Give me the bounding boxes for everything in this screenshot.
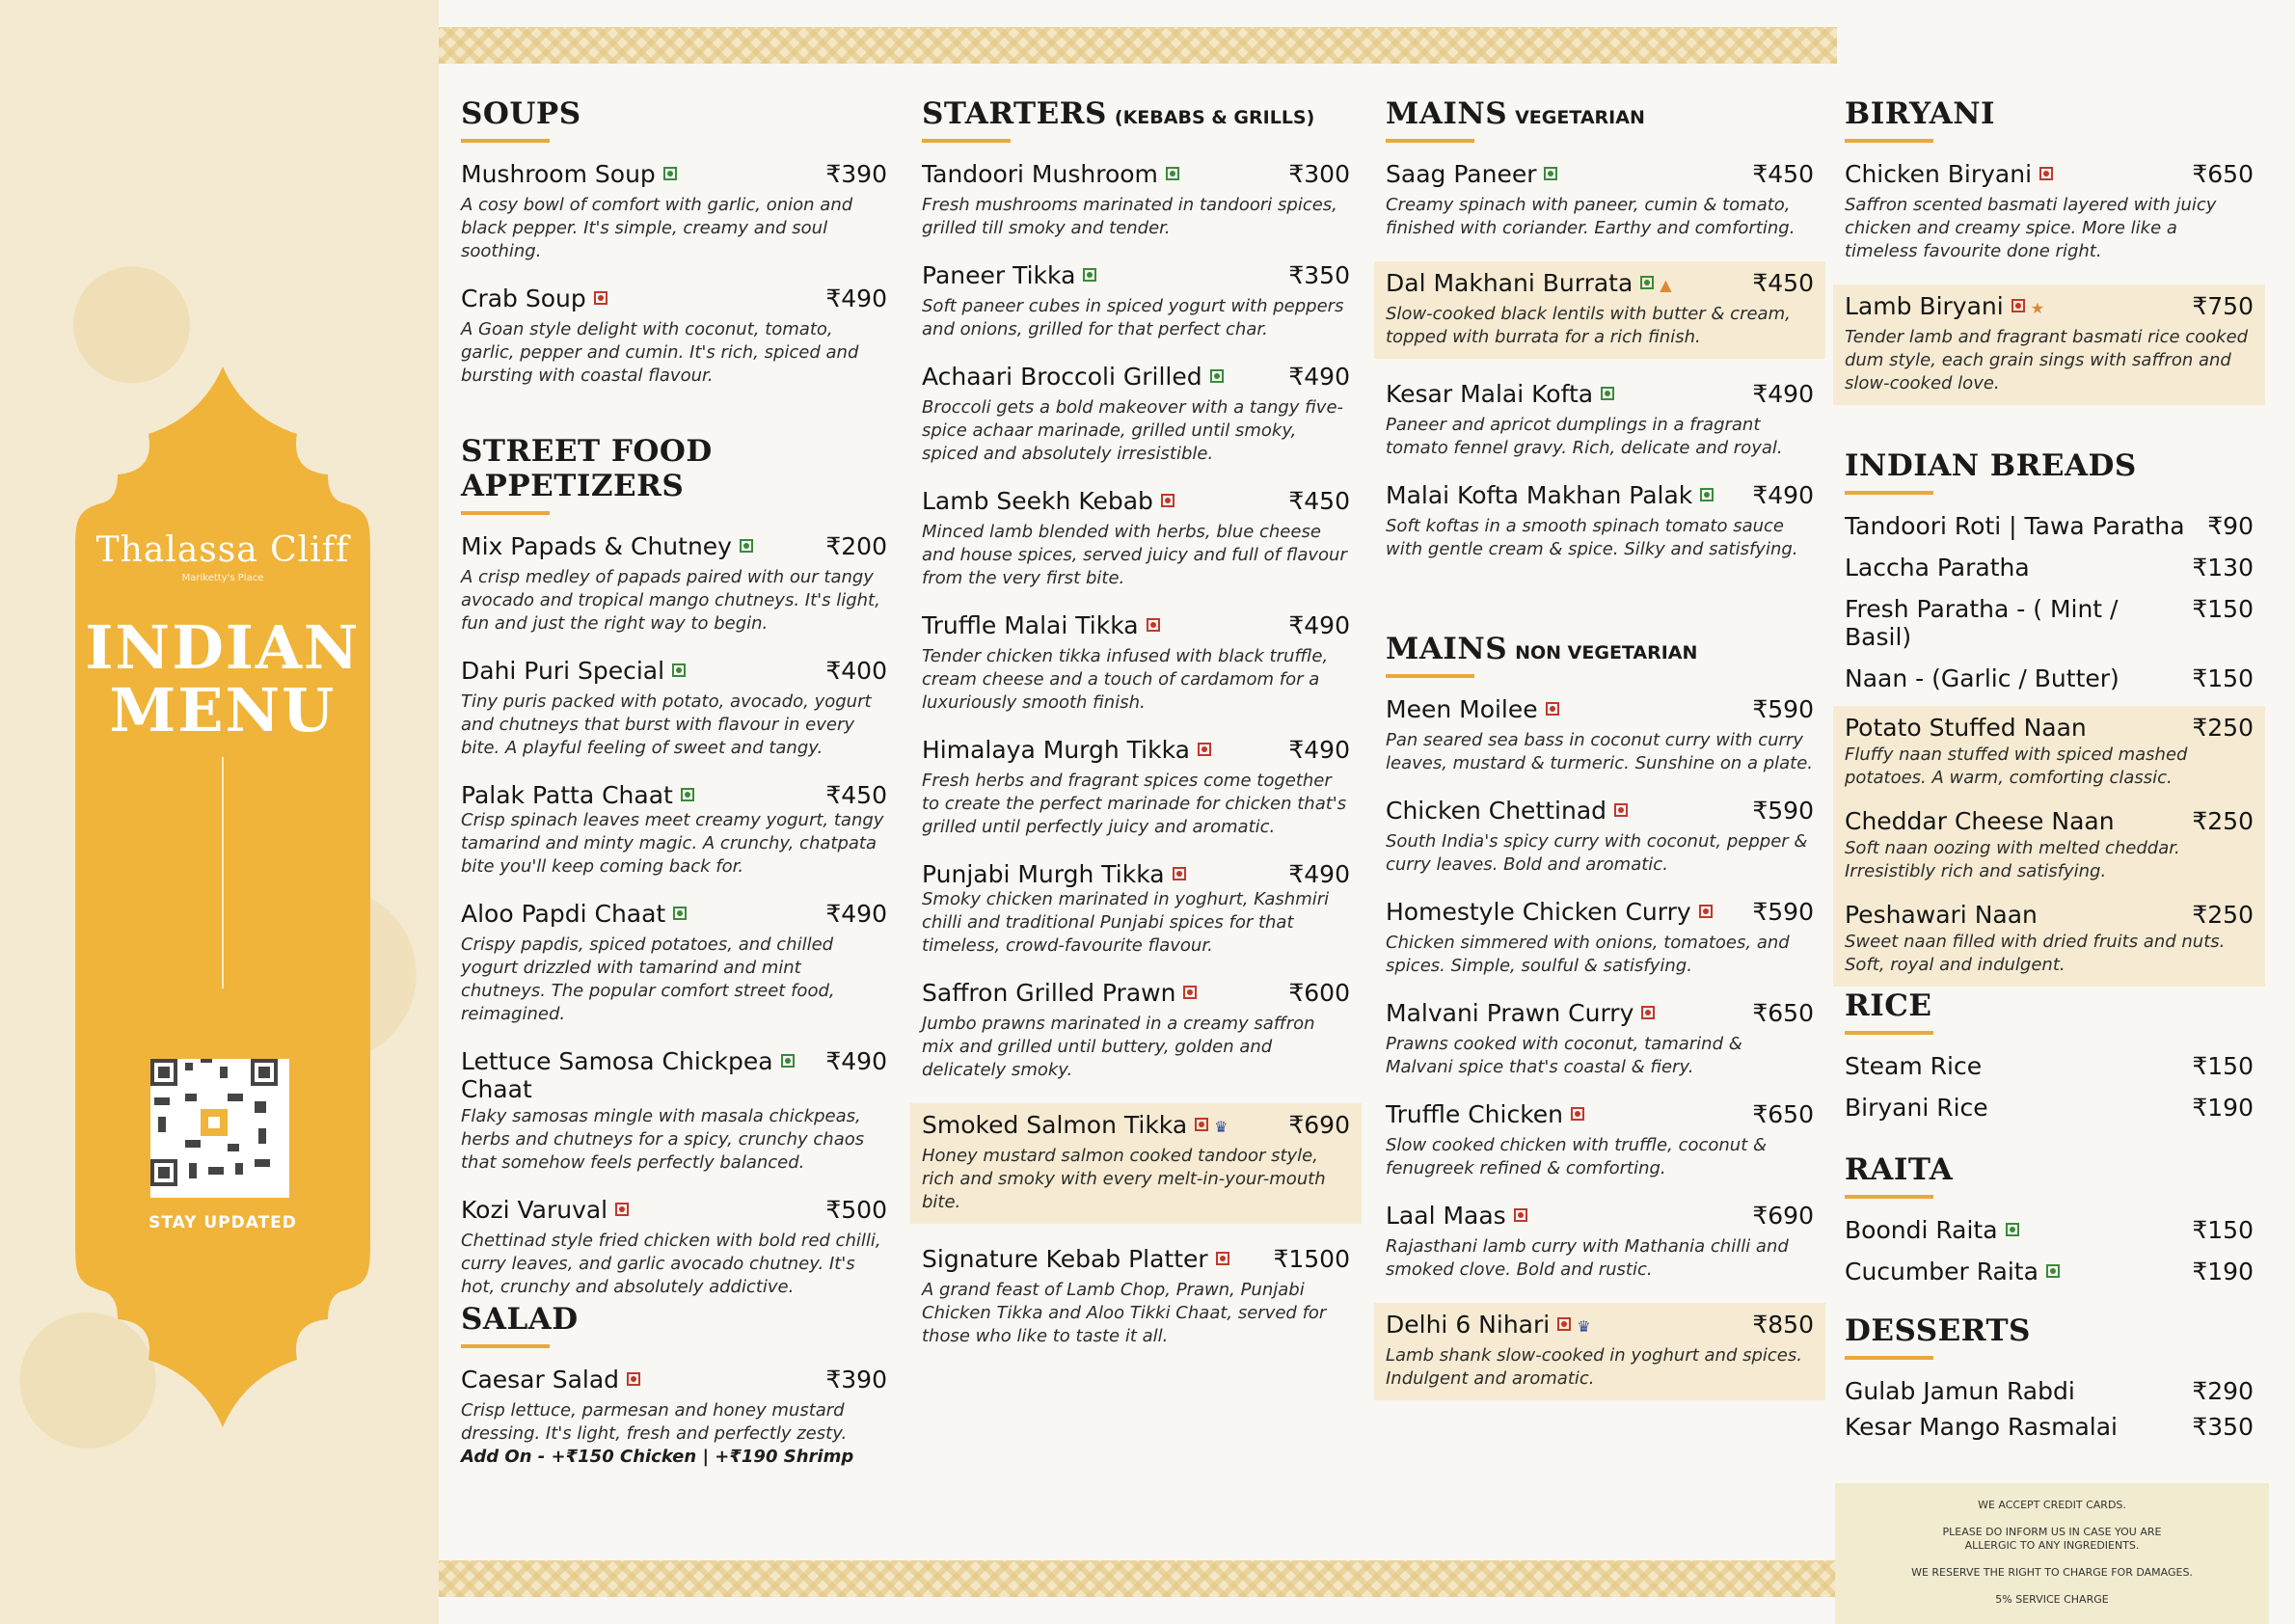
menu-item	[461, 1196, 887, 1299]
item-price: ₹590	[1752, 797, 1814, 825]
item-price: ₹490	[1288, 611, 1350, 639]
section-subtitle: VEGETARIAN	[1515, 107, 1645, 128]
section-title: SALAD	[461, 1302, 579, 1337]
item-name: Punjabi Murgh Tikka	[922, 860, 1165, 888]
menu-item	[1386, 695, 1814, 775]
menu-item	[1386, 380, 1814, 460]
item-price: ₹590	[1752, 898, 1814, 926]
item-description: South India's spicy curry with coconut, pepper & curry leaves. Bold and aromatic.	[1386, 831, 1808, 875]
item-name: Smoked Salmon Tikka	[922, 1111, 1188, 1139]
nonveg-mark-icon	[1614, 803, 1628, 817]
item-description: Smoky chicken marinated in yoghurt, Kashmiri chilli and traditional Punjabi spices for that timeless, crowd-favourite flavour.	[922, 889, 1330, 956]
menu-item	[461, 284, 887, 388]
item-name: Malai Kofta Makhan Palak	[1386, 481, 1693, 509]
menu-item	[461, 657, 887, 760]
menu-item	[922, 979, 1350, 1082]
item-description: Crisp spinach leaves meet creamy yogurt, tangy tamarind and minty magic. A crunchy, chatpata bite you'll keep coming back for.	[461, 810, 884, 877]
item-price: ₹690	[1288, 1111, 1350, 1139]
menu-item	[1845, 1094, 2254, 1122]
qr-code-icon[interactable]	[150, 1059, 289, 1198]
menu-item	[1845, 1377, 2254, 1405]
menu-item	[1386, 160, 1814, 240]
item-price: ₹490	[1752, 380, 1814, 408]
menu-item	[461, 532, 887, 636]
menu-item	[1845, 1258, 2254, 1286]
item-name: Biryani Rice	[1845, 1094, 1988, 1122]
item-price: ₹350	[1288, 261, 1350, 289]
item-name: Himalaya Murgh Tikka	[922, 736, 1190, 764]
veg-mark-icon	[1544, 167, 1557, 180]
section-salad	[461, 1302, 887, 1490]
item-name-continued: Chaat	[461, 1075, 532, 1103]
item-description: Minced lamb blended with herbs, blue cheese and house spices, served juicy and full of flavour from the very first bite.	[922, 522, 1347, 588]
menu-item	[1845, 512, 2254, 540]
menu-item	[461, 1366, 887, 1469]
notice-box	[1835, 1483, 2269, 1624]
item-description: Saffron scented basmati layered with juicy chicken and creamy spice. More like a timeless favourite done right.	[1845, 195, 2217, 261]
section-title-row	[1386, 96, 1814, 131]
item-name: Malvani Prawn Curry	[1386, 999, 1634, 1027]
notice-service-charge: 5% SERVICE CHARGE	[1995, 1593, 2109, 1606]
item-name: Lettuce Samosa Chickpea	[461, 1047, 773, 1075]
item-name: Saag Paneer	[1386, 160, 1537, 188]
menu-item	[1386, 1202, 1814, 1282]
veg-mark-icon	[1083, 268, 1096, 282]
section-desserts	[1845, 1313, 2254, 1454]
item-name: Tandoori Mushroom	[922, 160, 1158, 188]
brand-tagline: Mariketty's Place	[181, 573, 264, 583]
item-description: A Goan style delight with coconut, tomato, garlic, pepper and cumin. It's rich, spiced and bursting with coastal flavour.	[461, 319, 859, 386]
item-name: Steam Rice	[1845, 1052, 1983, 1080]
item-description: Crisp lettuce, parmesan and honey mustard dressing. It's light, fresh and perfectly zesty.	[461, 1400, 848, 1444]
section-biryani	[1845, 96, 2254, 426]
veg-mark-icon	[1640, 276, 1654, 289]
menu-item	[461, 160, 887, 263]
menu-item	[922, 160, 1350, 240]
item-price: ₹690	[1752, 1202, 1814, 1230]
item-price: ₹490	[825, 1047, 887, 1075]
item-name: Kozi Varuval	[461, 1196, 608, 1224]
nonveg-mark-icon	[1173, 867, 1186, 880]
menu-item	[1845, 1052, 2254, 1080]
item-description: Tender lamb and fragrant basmati rice cooked dum style, each grain sings with saffron and slow-cooked love.	[1845, 327, 2249, 393]
item-description: Paneer and apricot dumplings in a fragrant tomato fennel gravy. Rich, delicate and royal.	[1386, 415, 1783, 458]
item-name: Mix Papads & Chutney	[461, 532, 732, 560]
nonveg-mark-icon	[1571, 1107, 1584, 1121]
section-starters	[922, 96, 1350, 1369]
item-price: ₹190	[2192, 1094, 2254, 1122]
section-street-food	[461, 434, 887, 1320]
section-soups	[461, 96, 887, 409]
item-price: ₹650	[1752, 999, 1814, 1027]
section-title-row	[922, 96, 1350, 131]
veg-mark-icon	[2046, 1264, 2060, 1278]
item-addon: Add On - +₹150 Chicken | +₹190 Shrimp	[461, 1447, 854, 1467]
item-price: ₹400	[825, 657, 887, 685]
item-description: Soft koftas in a smooth spinach tomato sauce with gentle cream & spice. Silky and satisfying.	[1386, 516, 1798, 559]
nonveg-mark-icon	[1147, 618, 1160, 632]
item-description: Creamy spinach with paneer, cumin & tomato, finished with coriander. Earthy and comforting.	[1386, 195, 1796, 238]
menu-item	[1845, 664, 2254, 692]
item-description: Tiny puris packed with potato, avocado, yogurt and chutneys that burst with flavour in every bite. A playful feeling of sweet and tangy.	[461, 691, 872, 758]
item-price: ₹500	[825, 1196, 887, 1224]
item-description: Honey mustard salmon cooked tandoor style, rich and smoky with every melt-in-your-mouth bite.	[922, 1146, 1326, 1212]
nonveg-mark-icon	[594, 291, 608, 305]
menu-item	[461, 900, 887, 1026]
item-name: Saffron Grilled Prawn	[922, 979, 1176, 1007]
item-description: Flaky samosas mingle with masala chickpeas, herbs and chutneys for a spicy, crunchy chaos that somehow feels perfectly balanced.	[461, 1106, 865, 1173]
item-name: Homestyle Chicken Curry	[1386, 898, 1691, 926]
section-title-row	[1386, 632, 1814, 666]
item-description: Soft paneer cubes in spiced yogurt with peppers and onions, grilled for that perfect char.	[922, 296, 1344, 339]
item-price: ₹390	[825, 1366, 887, 1394]
item-price: ₹250	[2192, 807, 2254, 835]
nonveg-mark-icon	[1161, 494, 1174, 507]
menu-item	[1845, 595, 2254, 651]
menu-title-line1: INDIAN	[85, 612, 361, 683]
item-description: A cosy bowl of comfort with garlic, onion and black pepper. It's simple, creamy and soul soothing.	[461, 195, 853, 261]
menu-item	[922, 261, 1350, 341]
section-title: MAINS	[1386, 96, 1508, 131]
item-description: A grand feast of Lamb Chop, Prawn, Punjabi Chicken Tikka and Aloo Tikki Chaat, served for those who like to taste it all.	[922, 1280, 1327, 1346]
veg-mark-icon	[672, 663, 686, 677]
section-underline	[461, 1344, 550, 1348]
nonveg-mark-icon	[1198, 743, 1211, 756]
section-title: RICE	[1845, 988, 1932, 1023]
menu-item	[922, 611, 1350, 715]
nonveg-mark-icon	[1699, 905, 1713, 918]
section-mains-veg	[1386, 96, 1814, 582]
nonveg-mark-icon	[1557, 1317, 1571, 1331]
menu-item-highlighted	[1833, 284, 2265, 405]
badge-divider	[222, 757, 224, 988]
nonveg-mark-icon	[615, 1203, 629, 1216]
item-name: Mushroom Soup	[461, 160, 656, 188]
section-title: RAITA	[1845, 1152, 1954, 1187]
section-underline	[1845, 491, 1933, 495]
menu-item	[922, 736, 1350, 839]
item-name: Laal Maas	[1386, 1202, 1506, 1230]
menu-item	[922, 860, 1350, 958]
item-name: Boondi Raita	[1845, 1216, 1998, 1244]
section-underline	[461, 139, 550, 143]
item-description: Fluffy naan stuffed with spiced mashed potatoes. A warm, comforting classic.	[1845, 744, 2188, 788]
menu-item	[1845, 160, 2254, 263]
section-underline	[1386, 139, 1474, 143]
item-price: ₹190	[2192, 1258, 2254, 1286]
veg-mark-icon	[1700, 488, 1714, 501]
veg-mark-icon	[1166, 167, 1179, 180]
item-name: Aloo Papdi Chaat	[461, 900, 666, 928]
section-raita	[1845, 1152, 2254, 1299]
item-price: ₹150	[2192, 664, 2254, 692]
item-price: ₹450	[1288, 487, 1350, 515]
thumbs-up-icon: ▲	[1660, 276, 1672, 294]
item-name: Gulab Jamun Rabdi	[1845, 1377, 2075, 1405]
item-price: ₹590	[1752, 695, 1814, 723]
section-title: DESSERTS	[1845, 1313, 2031, 1348]
menu-item	[1386, 1100, 1814, 1180]
section-title: BIRYANI	[1845, 96, 1996, 131]
item-price: ₹150	[2192, 595, 2254, 623]
menu-item	[1386, 797, 1814, 877]
item-description: Slow cooked chicken with truffle, coconut & fenugreek refined & comforting.	[1386, 1135, 1768, 1178]
item-price: ₹850	[1752, 1311, 1814, 1339]
item-name: Chicken Chettinad	[1386, 797, 1607, 825]
nonveg-mark-icon	[627, 1372, 640, 1386]
nonveg-mark-icon	[1514, 1208, 1527, 1222]
section-underline	[1386, 674, 1474, 678]
menu-item	[1386, 481, 1814, 561]
section-subtitle: (KEBABS & GRILLS)	[1114, 107, 1315, 128]
nonveg-mark-icon	[1216, 1252, 1229, 1265]
item-name: Achaari Broccoli Grilled	[922, 363, 1202, 391]
item-price: ₹250	[2192, 901, 2254, 929]
item-name: Kesar Malai Kofta	[1386, 380, 1594, 408]
star-icon: ★	[2030, 299, 2045, 317]
section-subtitle: NON VEGETARIAN	[1515, 642, 1698, 663]
menu-item	[922, 1245, 1350, 1348]
nonveg-mark-icon	[1641, 1006, 1655, 1019]
item-name: Potato Stuffed Naan	[1845, 714, 2087, 742]
section-title: STARTERS	[922, 96, 1107, 131]
nonveg-mark-icon	[2012, 299, 2025, 312]
item-description: Sweet naan filled with dried fruits and nuts. Soft, royal and indulgent.	[1845, 932, 2226, 975]
item-price: ₹490	[1752, 481, 1814, 509]
menu-item	[922, 487, 1350, 590]
veg-mark-icon	[1210, 369, 1224, 383]
section-underline	[1845, 1031, 1933, 1035]
item-price: ₹490	[1288, 363, 1350, 391]
notice-allergy-1: PLEASE DO INFORM US IN CASE YOU ARE	[1942, 1526, 2162, 1538]
item-price: ₹250	[2192, 714, 2254, 742]
item-name: Signature Kebab Platter	[922, 1245, 1208, 1273]
item-description: Slow-cooked black lentils with butter & cream, topped with burrata for a rich finish.	[1386, 304, 1791, 347]
menu-item	[1845, 554, 2254, 582]
item-name: Tandoori Roti | Tawa Paratha	[1845, 512, 2185, 540]
notice-allergy-2: ALLERGIC TO ANY INGREDIENTS.	[1964, 1539, 2140, 1552]
item-name: Laccha Paratha	[1845, 554, 2030, 582]
menu-title-line2: MENU	[109, 675, 337, 745]
item-name: Dal Makhani Burrata	[1386, 269, 1634, 297]
menu-item	[461, 781, 887, 879]
item-description: A crisp medley of papads paired with our tangy avocado and tropical mango chutneys. It's light, fun and just the right way to begin.	[461, 567, 880, 634]
item-name: Meen Moilee	[1386, 695, 1538, 723]
item-price: ₹200	[825, 532, 887, 560]
chef-hat-icon: ♛	[1577, 1317, 1591, 1336]
item-description: Chettinad style fried chicken with bold red chilli, curry leaves, and garlic avocado chutney. It's hot, crunchy and absolutely addictive.	[461, 1231, 881, 1297]
decorative-border-top	[439, 27, 1837, 64]
item-description: Soft naan oozing with melted cheddar. Irresistibly rich and satisfying.	[1845, 838, 2180, 881]
item-description: Pan seared sea bass in coconut curry with curry leaves, mustard & turmeric. Sunshine on a plate.	[1386, 730, 1814, 773]
item-price: ₹490	[825, 900, 887, 928]
item-price: ₹290	[2192, 1377, 2254, 1405]
left-panel	[0, 0, 439, 1624]
item-description: Lamb shank slow-cooked in yoghurt and spices. Indulgent and aromatic.	[1386, 1345, 1802, 1389]
item-price: ₹390	[825, 160, 887, 188]
item-name: Chicken Biryani	[1845, 160, 2033, 188]
menu-item-highlighted	[1833, 706, 2265, 799]
menu-item	[922, 363, 1350, 466]
menu-badge	[75, 366, 370, 1475]
section-underline	[922, 139, 1011, 143]
item-price: ₹350	[2192, 1413, 2254, 1441]
section-underline	[1845, 1356, 1933, 1360]
veg-mark-icon	[663, 167, 677, 180]
item-price: ₹600	[1288, 979, 1350, 1007]
item-name: Cucumber Raita	[1845, 1258, 2038, 1286]
item-name: Naan - (Garlic / Butter)	[1845, 664, 2120, 692]
item-price: ₹90	[2207, 512, 2254, 540]
item-price: ₹490	[825, 284, 887, 312]
nonveg-mark-icon	[2039, 167, 2053, 180]
section-underline	[461, 511, 550, 515]
item-name: Kesar Mango Rasmalai	[1845, 1413, 2118, 1441]
section-rice	[1845, 988, 2254, 1135]
menu-item-highlighted	[910, 1103, 1362, 1224]
item-description: Rajasthani lamb curry with Mathania chilli and smoked clove. Bold and rustic.	[1386, 1236, 1789, 1280]
item-name: Paneer Tikka	[922, 261, 1076, 289]
item-name: Truffle Chicken	[1386, 1100, 1564, 1128]
item-description: Tender chicken tikka infused with black truffle, cream cheese and a touch of cardamom for a luxuriously smooth finish.	[922, 646, 1329, 713]
veg-mark-icon	[781, 1054, 795, 1068]
item-name: Peshawari Naan	[1845, 901, 2038, 929]
item-name: Dahi Puri Special	[461, 657, 665, 685]
veg-mark-icon	[2006, 1223, 2019, 1236]
item-price: ₹1500	[1273, 1245, 1350, 1273]
menu-item	[1386, 898, 1814, 978]
item-name: Lamb Biryani	[1845, 292, 2004, 320]
menu-item	[461, 1047, 887, 1175]
section-title: INDIAN BREADS	[1845, 448, 2137, 483]
nonveg-mark-icon	[1195, 1118, 1208, 1131]
item-description: Jumbo prawns marinated in a creamy saffron mix and grilled until buttery, golden and delicately smoky.	[922, 1014, 1315, 1080]
menu-item	[1845, 1216, 2254, 1244]
menu-item	[1386, 999, 1814, 1079]
item-name: Crab Soup	[461, 284, 586, 312]
veg-mark-icon	[681, 788, 694, 801]
qr-caption: STAY UPDATED	[148, 1213, 297, 1232]
item-description: Broccoli gets a bold makeover with a tangy five-spice achaar marinade, grilled until smoky, spiced and absolutely irresistible.	[922, 397, 1344, 464]
item-name: Fresh Paratha - ( Mint / Basil)	[1845, 595, 2119, 651]
item-price: ₹650	[1752, 1100, 1814, 1128]
item-description: Fresh mushrooms marinated in tandoori spices, grilled till smoky and tender.	[922, 195, 1337, 238]
section-title: MAINS	[1386, 632, 1508, 666]
item-name: Cheddar Cheese Naan	[1845, 807, 2115, 835]
section-title: SOUPS	[461, 96, 581, 131]
item-price: ₹490	[1288, 860, 1350, 888]
veg-mark-icon	[673, 907, 687, 920]
nonveg-mark-icon	[1183, 986, 1197, 999]
menu-item-highlighted	[1833, 799, 2265, 893]
section-underline	[1845, 1195, 1933, 1199]
item-name: Caesar Salad	[461, 1366, 620, 1394]
item-name: Palak Patta Chaat	[461, 781, 673, 809]
item-description: Chicken simmered with onions, tomatoes, and spices. Simple, soulful & satisfying.	[1386, 933, 1790, 976]
item-name: Truffle Malai Tikka	[922, 611, 1139, 639]
item-name: Delhi 6 Nihari	[1386, 1311, 1551, 1339]
item-price: ₹750	[2192, 292, 2254, 320]
decorative-border-bottom	[439, 1560, 1837, 1597]
section-title: STREET FOOD APPETIZERS	[461, 434, 713, 503]
menu-item-highlighted	[1374, 1303, 1825, 1400]
veg-mark-icon	[740, 539, 753, 553]
menu-item	[1845, 1413, 2254, 1441]
item-price: ₹490	[1288, 736, 1350, 764]
section-mains-nonveg	[1386, 632, 1814, 1421]
item-description: Fresh herbs and fragrant spices come together to create the perfect marinade for chicken that's grilled until perfectly juicy and aromatic.	[922, 771, 1347, 837]
item-price: ₹450	[1752, 269, 1814, 297]
item-price: ₹650	[2192, 160, 2254, 188]
item-name: Lamb Seekh Kebab	[922, 487, 1153, 515]
section-indian-breads	[1845, 448, 2254, 1008]
item-description: Crispy papdis, spiced potatoes, and chilled yogurt drizzled with tamarind and mint chutneys. The popular comfort street food, reimagined.	[461, 934, 835, 1024]
brand-logo-text: Thalassa Cliff	[95, 530, 350, 570]
item-description: Prawns cooked with coconut, tamarind & Malvani spice that's coastal & fiery.	[1386, 1034, 1742, 1077]
menu-item-highlighted	[1833, 893, 2265, 987]
notice-credit-cards: WE ACCEPT CREDIT CARDS.	[1978, 1499, 2126, 1511]
item-price: ₹130	[2192, 554, 2254, 582]
chef-hat-icon: ♛	[1214, 1118, 1228, 1136]
nonveg-mark-icon	[1546, 702, 1559, 716]
notice-damages: WE RESERVE THE RIGHT TO CHARGE FOR DAMAGES.	[1911, 1566, 2193, 1579]
section-underline	[1845, 139, 1933, 143]
item-price: ₹450	[825, 781, 887, 809]
item-price: ₹150	[2192, 1052, 2254, 1080]
item-price: ₹150	[2192, 1216, 2254, 1244]
item-price: ₹450	[1752, 160, 1814, 188]
item-price: ₹300	[1288, 160, 1350, 188]
menu-item-highlighted	[1374, 261, 1825, 359]
veg-mark-icon	[1601, 387, 1614, 400]
